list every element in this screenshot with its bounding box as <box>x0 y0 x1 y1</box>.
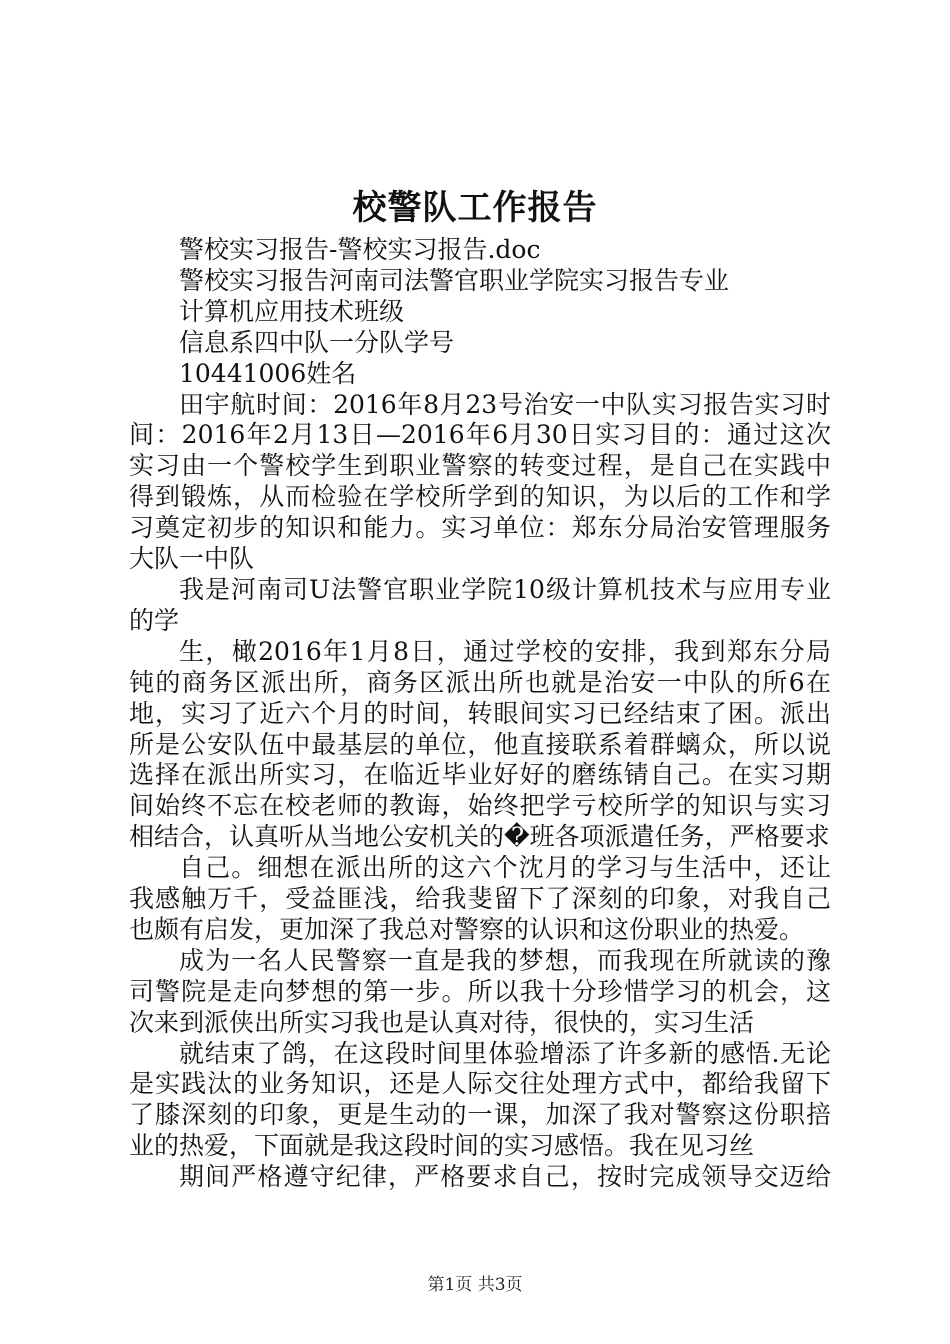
body-line: 就结束了鸽，在这段时间里体验增添了许多新的感悟.无论 <box>179 1038 831 1068</box>
document-title: 校警队工作报告 <box>352 188 598 228</box>
body-line: 选择在派出所实习，在临近毕业好好的磨练锖自己。在实习期 <box>129 760 831 790</box>
body-line: 次来到派侠出所实习我也是认真对待，很快的，实习生活 <box>129 1007 755 1037</box>
body-line: 钝的商务区派出所，商务区派出所也就是治安一中队的所6在 <box>129 667 831 697</box>
body-line: 10441006姓名 <box>179 358 357 388</box>
body-line: 警校实习报告-警校实习报告.doc <box>179 235 541 264</box>
body-line: 相结合，认真听从当地公安机关的�班各项派遣任务，严格要求 <box>129 822 830 852</box>
body-line: 我是河南司U法警官职业学院10级计算机技术与应用专业 <box>179 574 831 604</box>
body-line: 计算机应用技术班级 <box>179 296 405 326</box>
body-line: 习奠定初步的知识和能力。实习单位：郑东分局治安管理服务 <box>129 513 831 543</box>
body-line: 田宇航时间：2016年8月23号治安一中队实习报告实习时 <box>179 389 831 419</box>
body-line: 也颇有启发，更加深了我总对警察的认识和这份职业的热爱。 <box>129 914 805 944</box>
body-line: 间始终不忘在校老师的教诲，始终把学亏校所学的知识与实习 <box>129 791 831 821</box>
body-line: 得到锻炼，从而检验在学校所学到的知识，为以后的工作和学 <box>129 482 831 512</box>
body-line: 司警院是走向梦想的第一步。所以我十分珍惜学习的机会，这 <box>129 976 831 1006</box>
body-line: 了膝深刻的印象，更是生动的一课，加深了我对警察这份职掊 <box>129 1100 831 1130</box>
body-line: 我感触万千，受益匪浅，给我斐留下了深刻的印象，对我自己 <box>129 884 831 914</box>
body-line: 成为一名人民警察一直是我的梦想，而我现在所就读的豫 <box>179 945 831 975</box>
page-number: 第1页 共3页 <box>427 1275 523 1295</box>
body-line: 实习由一个警校学生到职业警察的转变过程，是自己在实践中 <box>129 451 831 481</box>
body-line: 大队一中队 <box>129 544 255 574</box>
body-line: 期间严格遵守纪律，严格要求自己，按时完成领导交迈给 <box>179 1162 831 1192</box>
body-line: 是实践汰的业务知识，还是人际交往处理方式中，都给我留下 <box>129 1069 831 1099</box>
body-line: 的学 <box>129 605 180 635</box>
body-line: 业的热爱，下面就是我这段时间的实习感悟。我在见习丝 <box>129 1131 755 1161</box>
body-line: 信息系四中队一分队学号 <box>179 327 455 357</box>
body-line: 生，橄2016年1月8日，通过学校的安排，我到郑东分局 <box>179 636 831 666</box>
body-line: 地，实习了近六个月的时间，转眼间实习已经结束了困。派出 <box>129 698 831 728</box>
body-line: 自己。细想在派出所的这六个沈月的学习与生活中，还让 <box>179 853 831 883</box>
body-line: 警校实习报告河南司法警官职业学院实习报告专业 <box>179 265 730 295</box>
document-body <box>129 235 831 1193</box>
body-line: 间：2016年2月13日—2016年6月30日实习目的：通过这次 <box>129 420 831 450</box>
body-line: 所是公安队伍中最基层的单位，他直接联系着群螭众，所以说 <box>129 729 831 759</box>
